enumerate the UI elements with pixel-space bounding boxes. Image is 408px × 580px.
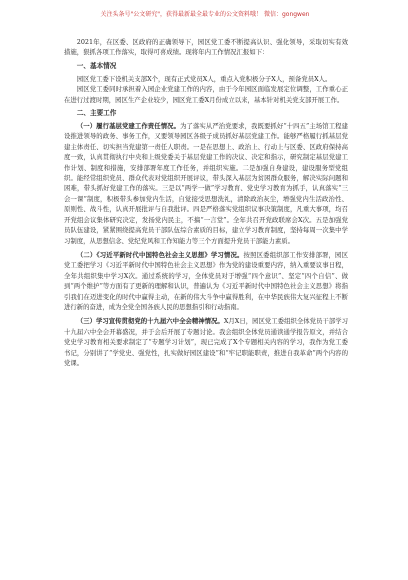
section1-paragraph-2: 园区党工委同时承担着入园企业党建工作的内容，由于今年园区面临发展定位调整，工作重心正在进行过渡时期，园区生产企业较少，园区党工委X月份成立以来，基本针对机关党支部开展工作。 bbox=[64, 85, 348, 104]
item3-body: X月X日，园区党工委组织全体党员干部学习十九届六中全会开幕盛况，并于会后开展了专题讨论。我会组织全体党员通读通学报告原文，并结合党史学习教育相关要求制定了“专题学习计划”，现已完成了X个专题相关内容的学习，我作为党工委书记，分别讲了“学党史、强党性，扎实做好园区建设”和“牢记职能职责，推进自我革命”两个内容的党课。 bbox=[64, 317, 348, 367]
item2-title: （二）《习近平新时代中国特色社会主义思想》学习情况。 bbox=[76, 250, 244, 259]
intro-paragraph: 2021年，在区委、区政府的正确领导下，园区党工委不断提高认识、强化领导，采取切实有效措施，狠抓各项工作落实，取得可喜成绩。现将年内工作情况汇报如下： bbox=[64, 38, 348, 57]
section1-paragraph-1: 园区党工委下设机关支部X个，现有正式党员X人，重点入党积极分子X人，预备党员X人。 bbox=[76, 74, 332, 83]
item1-title: （一）履行基层党建工作责任情况。 bbox=[76, 122, 181, 131]
section2-item1 bbox=[64, 121, 348, 246]
report-body bbox=[64, 37, 348, 368]
item1-body: 为了落实从严治党要求，我既要抓好“十四五”主场馆工程建设推进领导的政务、事务工作，又要领导园区各级子成员抓好基层党建工作。能够严格履行抓基层党建主体责任、切实担当党建第一责任人职责。一是在思想上、政治上、行动上与区委、区政府保持高度一致，认真贯彻执行中央和上级党委关于基层党建工作的决议、决定和指示，研究制定基层党建工作计划、制度和措施，安排部署年度工作任务，并组织实施。二是加强自身建设，建设服务型党组织。能经常组织党员、群众代表对党组织开展评议，带头深入基层为贫困群众服务，解决实际问题和困难，带头抓好党建工作的落实。三是以“两学一做”学习教育、党史学习教育为抓手，认真落实“三会一课”制度，积极带头参加党内生活，自觉接受思想洗礼，清除政治灰尘，增强党内生活政治性、原则性、战斗性，认真开展批评与自我批评。四是严格落实党组织议事决策制度，凡重大事项，均召开党组会议集体研究决定，发扬党内民主，不搞“一言堂”。全年共召开党政联席会X次。五是加强党员队伍建设，紧紧围绕提高党员干部队伍综合素质的目标，建立学习教育制度，坚持每周一次集中学习制度，从思想信念、党纪党风和工作知能力等三个方面提升党员干部能力素质。 bbox=[64, 122, 348, 245]
banner-text: 关注头条号"公文研究"，获得最新最全最专业的公文资料哦！ 微信：gongwen bbox=[100, 11, 310, 18]
section2-heading: 二、主要工作 bbox=[76, 109, 117, 118]
item3-title: （三）学习宣传贯彻党的十九届六中全会精神情况。 bbox=[76, 317, 224, 326]
watermark-banner bbox=[100, 10, 310, 19]
item2-body: 按照区委组织部工作安排部署，园区党工委把学习《习近平新时代中国特色社会主义思想》作为党的建设重要内容，纳入重要议事日程，全年共组织集中学习X次。通过系统的学习，全体党员对于增强“四个意识”、坚定“四个自信”、做到“两个维护”等方面有了更新的理解和认识，普遍认为《习近平新时代中国特色社会主义思想》将指引我们在迈进变化的时代中赢得主动，在新的伟大斗争中赢得胜利，在中华民族伟大复兴征程上不断进行新的奋进，成为全党全国各族人民的思想指引和行动指南。 bbox=[64, 250, 348, 311]
section2-item2 bbox=[64, 250, 348, 312]
section1-heading: 一、基本情况 bbox=[76, 61, 117, 70]
section2-item3 bbox=[64, 316, 348, 368]
